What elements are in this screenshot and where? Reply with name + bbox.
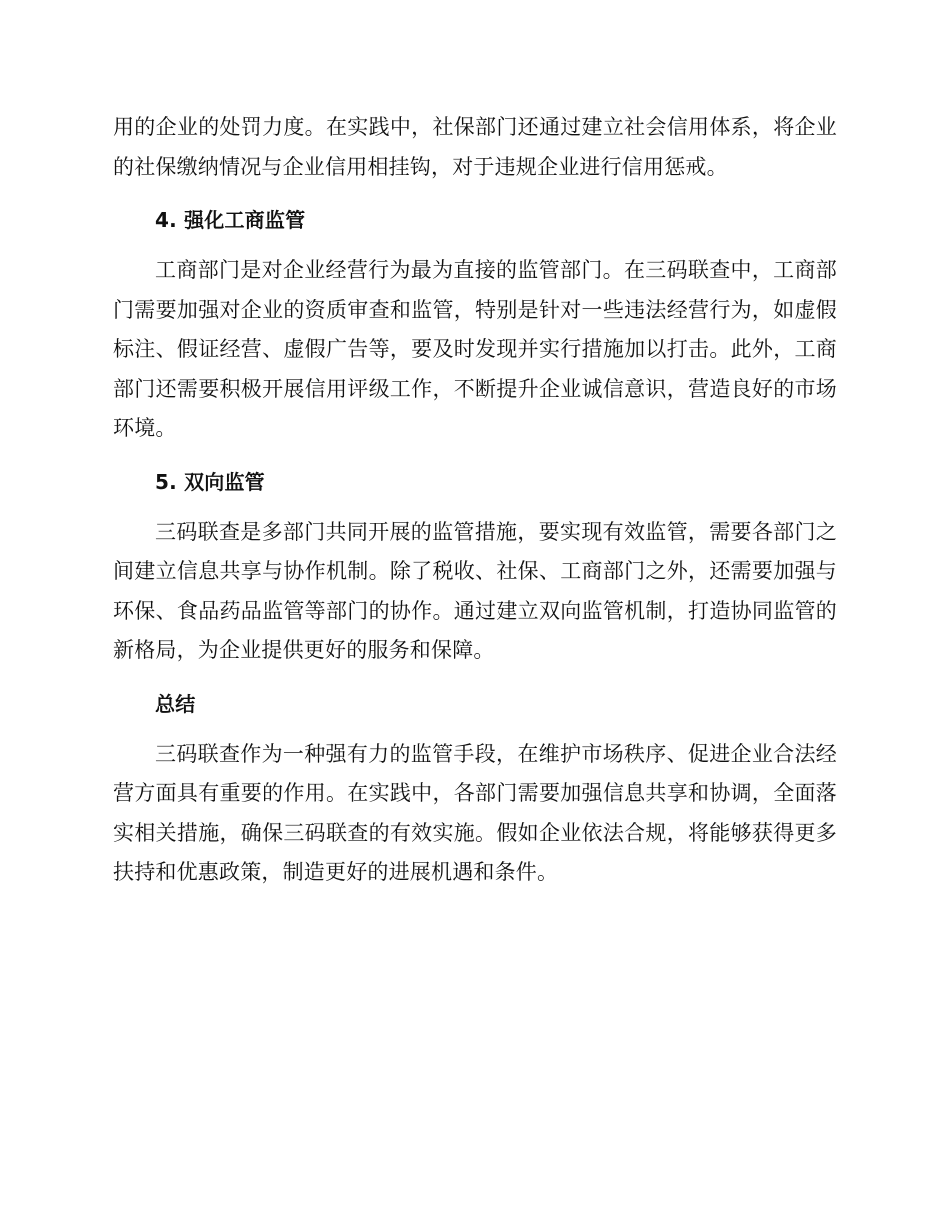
heading-two-way-supervision: 5. 双向监管 xyxy=(155,469,265,494)
paragraph-social-security-continued: 用的企业的处罚力度。在实践中，社保部门还通过建立社会信用体系，将企业的社保缴纳情况与企业信用相挂钩，对于违规企业进行信用惩戒。 xyxy=(113,115,837,179)
paragraph-two-way-supervision: 三码联查是多部门共同开展的监管措施，要实现有效监管，需要各部门之间建立信息共享与协作机制。除了税收、社保、工商部门之外，还需要加强与环保、食品药品监管等部门的协作。通过建立双向监管机制，打造协同监管的新格局，为企业提供更好的服务和保障。 xyxy=(113,519,837,662)
heading-summary: 总结 xyxy=(155,691,196,716)
paragraph-business-supervision: 工商部门是对企业经营行为最为直接的监管部门。在三码联查中，工商部门需要加强对企业的资质审查和监管，特别是针对一些违法经营行为，如虚假标注、假证经营、虚假广告等，要及时发现并实行措施加以打击。此外，工商部门还需要积极开展信用评级工作，不断提升企业诚信意识，营造良好的市场环境。 xyxy=(113,258,837,440)
heading-strengthen-business-supervision: 4. 强化工商监管 xyxy=(155,208,306,232)
document-page xyxy=(113,108,837,893)
paragraph-summary: 三码联查作为一种强有力的监管手段，在维护市场秩序、促进企业合法经营方面具有重要的作用。在实践中，各部门需要加强信息共享和协调，全面落实相关措施，确保三码联查的有效实施。假如企业依法合规，将能够获得更多扶持和优惠政策，制造更好的进展机遇和条件。 xyxy=(113,741,837,884)
